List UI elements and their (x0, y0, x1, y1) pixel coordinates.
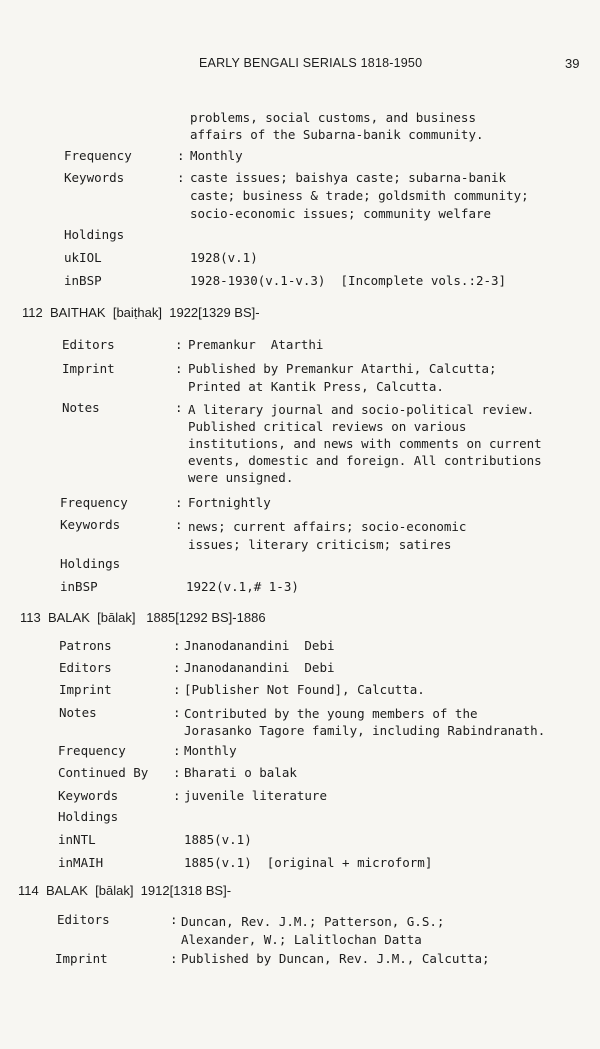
editors-label: Editors (59, 660, 112, 675)
holding-value: 1922(v.1,# 1-3) (186, 579, 299, 594)
frequency-label: Frequency (60, 495, 128, 510)
editors-label: Editors (62, 337, 115, 352)
keywords-value: juvenile literature (184, 788, 327, 803)
holding-library: ukIOL (64, 250, 102, 265)
holdings-label: Holdings (60, 556, 121, 571)
entry-title: BALAK (47, 610, 90, 625)
patrons-label: Patrons (59, 638, 112, 653)
imprint-label: Imprint (55, 951, 108, 966)
notes-line: were unsigned. (188, 470, 294, 485)
notes-line: Published critical reviews on various (188, 419, 467, 434)
holding-library: inNTL (58, 832, 96, 847)
notes-label: Notes (59, 705, 97, 720)
entry-transliteration: [baiṭhak] (112, 305, 162, 320)
colon: : (173, 660, 181, 675)
colon: : (173, 743, 181, 758)
entry-number: 114 (18, 883, 39, 898)
holding-library: inBSP (60, 579, 98, 594)
notes-line: events, domestic and foreign. All contributions (188, 453, 542, 468)
keywords-line: news; current affairs; socio-economic (188, 519, 467, 534)
editors-label: Editors (57, 912, 110, 927)
entry-114-heading (18, 883, 231, 898)
keywords-line: issues; literary criticism; satires (188, 537, 452, 552)
imprint-label: Imprint (62, 361, 115, 376)
colon: : (177, 148, 185, 163)
entry-title: BALAK (45, 883, 88, 898)
holdings-label: Holdings (64, 227, 125, 242)
frequency-value: Monthly (190, 148, 243, 163)
editors-line: Alexander, W.; Lalitlochan Datta (181, 932, 422, 947)
continued-by-value: Bharati o balak (184, 765, 297, 780)
colon: : (170, 951, 178, 966)
colon: : (173, 788, 181, 803)
frequency-value: Fortnightly (188, 495, 271, 510)
frequency-label: Frequency (58, 743, 126, 758)
entry-dates: 1885[1292 BS]-1886 (146, 610, 266, 625)
keywords-label: Keywords (60, 517, 121, 532)
running-title: EARLY BENGALI SERIALS 1818-1950 (199, 56, 423, 70)
entry-dates: 1912[1318 BS]- (140, 883, 232, 898)
notes-line: affairs of the Subarna-banik community. (190, 127, 484, 142)
holdings-label: Holdings (58, 809, 119, 824)
colon: : (177, 170, 185, 185)
imprint-label: Imprint (59, 682, 112, 697)
colon: : (170, 912, 178, 927)
keywords-line: socio-economic issues; community welfare (190, 206, 492, 221)
frequency-label: Frequency (64, 148, 132, 163)
colon: : (175, 361, 183, 376)
notes-line: institutions, and news with comments on current (188, 436, 542, 451)
colon: : (175, 517, 183, 532)
holding-library: inMAIH (58, 855, 104, 870)
colon: : (175, 400, 183, 415)
entry-title: BAITHAK (49, 305, 106, 320)
imprint-value: Published by Duncan, Rev. J.M., Calcutta; (181, 951, 490, 966)
entry-dates: 1922[1329 BS]- (169, 305, 260, 320)
holding-library: inBSP (64, 273, 102, 288)
frequency-value: Monthly (184, 743, 237, 758)
colon: : (173, 765, 181, 780)
holding-value: 1928(v.1) (190, 250, 258, 265)
colon: : (173, 705, 181, 720)
editors-value: Premankur Atarthi (188, 337, 324, 352)
keywords-label: Keywords (64, 170, 125, 185)
patrons-value: Jnanodanandini Debi (184, 638, 335, 653)
editors-line: Duncan, Rev. J.M.; Patterson, G.S.; (181, 914, 445, 929)
imprint-value: [Publisher Not Found], Calcutta. (184, 682, 425, 697)
page-number: 39 (565, 56, 580, 71)
holding-value: 1885(v.1) [original + microform] (184, 855, 433, 870)
editors-value: Jnanodanandini Debi (184, 660, 335, 675)
holding-value: 1885(v.1) (184, 832, 252, 847)
entry-transliteration: [bālak] (97, 610, 136, 625)
continued-by-label: Continued By (58, 765, 149, 780)
entry-number: 113 (20, 610, 41, 625)
entry-transliteration: [bālak] (95, 883, 134, 898)
colon: : (175, 337, 183, 352)
entry-113-heading (20, 610, 266, 625)
notes-line: A literary journal and socio-political review. (188, 402, 535, 417)
keywords-line: caste issues; baishya caste; subarna-banik (190, 170, 507, 185)
notes-label: Notes (62, 400, 100, 415)
holding-value: 1928-1930(v.1-v.3) [Incomplete vols.:2-3] (190, 273, 507, 288)
colon: : (175, 495, 183, 510)
imprint-line: Published by Premankur Atarthi, Calcutta; (188, 361, 497, 376)
colon: : (173, 638, 181, 653)
imprint-line: Printed at Kantik Press, Calcutta. (188, 379, 444, 394)
keywords-line: caste; business & trade; goldsmith community; (190, 188, 529, 203)
page-header (0, 56, 600, 76)
notes-line: Contributed by the young members of the (184, 706, 478, 721)
colon: : (173, 682, 181, 697)
keywords-label: Keywords (58, 788, 119, 803)
entry-number: 112 (22, 305, 43, 320)
notes-line: Jorasanko Tagore family, including Rabindranath. (184, 723, 546, 738)
entry-112-heading (22, 305, 260, 320)
notes-line: problems, social customs, and business (190, 110, 476, 125)
